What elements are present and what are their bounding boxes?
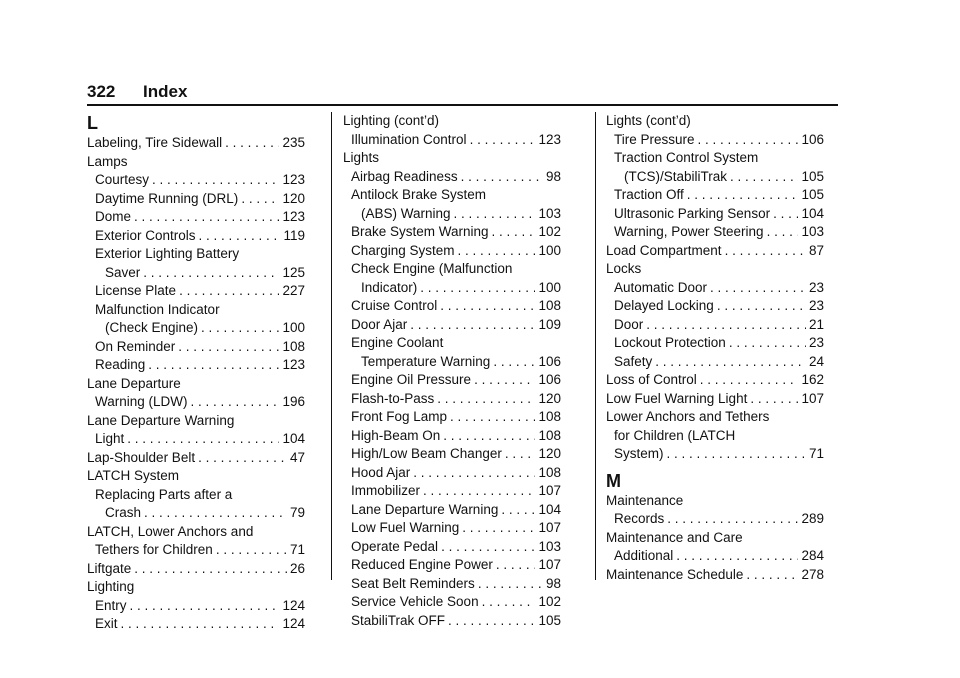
dot-leader [474, 371, 535, 390]
index-entry [343, 464, 561, 483]
entry-page-number: 125 [282, 264, 305, 280]
entry-page-number: 102 [538, 594, 561, 609]
entry-page-number: 123 [282, 209, 305, 224]
heading-text: Lower Anchors and Tethers [606, 409, 770, 424]
heading-text: Lighting (cont’d) [343, 113, 440, 128]
entry-text: Engine Oil Pressure [351, 372, 472, 387]
page-number: 322 [87, 82, 116, 101]
dot-leader [179, 282, 279, 301]
dot-leader [496, 556, 536, 575]
entry-page-number: 71 [289, 542, 305, 557]
dot-leader [130, 597, 280, 616]
dot-leader [134, 208, 279, 227]
entry-text: Hood Ajar [351, 464, 411, 480]
heading-text: Malfunction Indicator [95, 301, 220, 317]
entry-text: License Plate [95, 283, 177, 298]
entry-text: Loss of Control [606, 372, 697, 387]
dot-leader [750, 390, 798, 409]
entry-text: Liftgate [87, 560, 132, 576]
index-entry [606, 223, 824, 242]
entry-page-number: 23 [808, 335, 824, 350]
entry-text: Entry [95, 597, 127, 613]
heading-text: Traction Control System [614, 150, 759, 165]
entry-page-number: 109 [538, 316, 561, 332]
dot-leader [482, 593, 536, 612]
dot-leader [470, 131, 536, 150]
entry-text: Load Compartment [606, 242, 722, 258]
dot-leader [698, 131, 799, 150]
dot-leader [178, 338, 279, 357]
index-entry [343, 279, 561, 298]
heading-text: Lane Departure [87, 375, 181, 391]
heading-text: Lights [343, 150, 380, 165]
entry-text: StabiliTrak OFF [351, 612, 446, 628]
index-entry [343, 575, 561, 594]
index-entry [343, 390, 561, 409]
entry-page-number: 23 [808, 298, 824, 313]
heading-text: Lamps [87, 153, 128, 169]
entry-page-number: 108 [538, 427, 561, 443]
entry-page-number: 162 [801, 372, 824, 387]
entry-page-number: 108 [538, 409, 561, 424]
dot-leader [676, 547, 798, 566]
entry-text: Exterior Controls [95, 227, 196, 243]
index-heading [87, 578, 305, 597]
entry-page-number: 105 [538, 612, 561, 628]
dot-leader [773, 205, 798, 224]
dot-leader [225, 134, 279, 153]
entry-text: Door Ajar [351, 316, 408, 332]
index-entry [87, 134, 305, 153]
entry-page-number: 284 [801, 548, 824, 563]
column-divider [331, 112, 332, 580]
entry-page-number: 106 [801, 131, 824, 147]
dot-leader [717, 297, 806, 316]
heading-text: Lights (cont’d) [606, 113, 691, 128]
entry-text: Ultrasonic Parking Sensor [614, 205, 771, 221]
entry-page-number: 87 [808, 242, 824, 258]
index-heading [87, 523, 305, 542]
entry-text: High-Beam On [351, 427, 441, 443]
entry-page-number: 104 [538, 501, 561, 517]
index-entry [606, 168, 824, 187]
dot-leader [462, 519, 535, 538]
section-letter: M [606, 470, 621, 491]
index-heading [343, 186, 561, 205]
entry-page-number: 235 [282, 135, 305, 150]
entry-text: Lap-Shoulder Belt [87, 449, 196, 465]
entry-page-number: 100 [538, 279, 561, 295]
heading-text: Exterior Lighting Battery [95, 246, 240, 261]
index-entry [87, 449, 305, 468]
index-entry [87, 541, 305, 560]
entry-text: Low Fuel Warning Light [606, 390, 748, 406]
index-entry [343, 519, 561, 538]
entry-page-number: 107 [538, 483, 561, 498]
entry-page-number: 107 [801, 390, 824, 406]
heading-text: Locks [606, 261, 642, 276]
dot-leader [710, 279, 806, 298]
index-entry [606, 445, 824, 464]
dot-leader [478, 575, 543, 594]
index-column-2 [343, 112, 561, 630]
dot-leader [687, 186, 799, 205]
dot-leader [443, 427, 535, 446]
entry-text: Reduced Engine Power [351, 557, 493, 572]
dot-leader [646, 316, 806, 335]
index-entry [606, 353, 824, 372]
entry-text: Records [614, 511, 665, 526]
dot-leader [730, 168, 798, 187]
heading-text: Engine Coolant [351, 335, 444, 350]
index-entry [343, 242, 561, 261]
index-entry [343, 445, 561, 464]
index-entry [87, 227, 305, 246]
index-entry [343, 205, 561, 224]
index-entry [87, 171, 305, 190]
dot-leader [492, 223, 536, 242]
dot-leader [423, 482, 535, 501]
entry-text: Immobilizer [351, 483, 421, 498]
heading-text: LATCH, Lower Anchors and [87, 523, 254, 539]
index-column-3 [606, 112, 824, 584]
dot-leader [440, 297, 535, 316]
entry-page-number: 120 [538, 446, 561, 461]
index-entry [606, 510, 824, 529]
heading-text: Maintenance and Care [606, 529, 743, 545]
column-divider [595, 112, 596, 580]
entry-text: (TCS)/StabiliTrak [624, 168, 728, 184]
index-entry [606, 334, 824, 353]
entry-page-number: 107 [538, 520, 561, 535]
index-entry [87, 208, 305, 227]
entry-page-number: 123 [282, 357, 305, 372]
heading-text: Check Engine (Malfunction [351, 261, 513, 276]
index-entry [606, 297, 824, 316]
index-entry [87, 430, 305, 449]
entry-page-number: 21 [808, 316, 824, 332]
index-entry [606, 316, 824, 335]
entry-text: Delayed Locking [614, 298, 714, 313]
entry-page-number: 98 [545, 168, 561, 184]
index-heading [87, 375, 305, 394]
index-entry [343, 501, 561, 520]
heading-text: for Children (LATCH [614, 427, 736, 443]
index-entry [87, 393, 305, 412]
entry-page-number: 123 [282, 172, 305, 187]
page-title: Index [143, 82, 188, 101]
entry-text: Light [95, 431, 125, 446]
dot-leader [501, 501, 535, 520]
index-heading [87, 153, 305, 172]
entry-page-number: 102 [538, 224, 561, 239]
entry-page-number: 104 [801, 205, 824, 221]
entry-text: Courtesy [95, 172, 150, 187]
entry-text: (Check Engine) [105, 320, 199, 335]
index-heading [606, 149, 824, 168]
entry-text: Additional [614, 548, 674, 563]
index-heading [343, 149, 561, 168]
index-heading [606, 427, 824, 446]
dot-leader [667, 510, 798, 529]
dot-leader [450, 408, 535, 427]
entry-page-number: 119 [283, 227, 305, 243]
entry-text: Temperature Warning [361, 353, 491, 369]
dot-leader [729, 334, 806, 353]
dot-leader [241, 190, 279, 209]
entry-text: Lane Departure Warning [351, 501, 499, 517]
entry-text: Warning, Power Steering [614, 224, 764, 239]
entry-page-number: 103 [801, 224, 824, 239]
index-column-1 [87, 112, 305, 634]
index-entry [87, 504, 305, 523]
entry-text: Low Fuel Warning [351, 520, 460, 535]
page-header [87, 82, 187, 102]
dot-leader [441, 538, 535, 557]
index-heading [87, 486, 305, 505]
entry-text: Crash [105, 505, 142, 520]
entry-text: Operate Pedal [351, 538, 439, 554]
dot-leader [216, 541, 287, 560]
dot-leader [655, 353, 806, 372]
index-heading [87, 467, 305, 486]
dot-leader [767, 223, 799, 242]
entry-page-number: 289 [801, 511, 824, 526]
entry-text: Automatic Door [614, 279, 708, 295]
dot-leader [458, 242, 536, 261]
entry-text: Warning (LDW) [95, 394, 188, 409]
index-heading [343, 334, 561, 353]
dot-leader [454, 205, 536, 224]
index-entry [606, 186, 824, 205]
section-letter: L [87, 113, 98, 133]
dot-leader [413, 464, 535, 483]
entry-page-number: 106 [538, 353, 561, 369]
heading-text: LATCH System [87, 468, 180, 483]
entry-page-number: 108 [538, 298, 561, 313]
entry-text: Tire Pressure [614, 131, 695, 147]
entry-text: Tethers for Children [95, 542, 213, 557]
entry-page-number: 106 [538, 372, 561, 387]
dot-leader [410, 316, 535, 335]
index-entry [343, 556, 561, 575]
dot-leader [667, 445, 806, 464]
heading-text: Lighting [87, 579, 135, 594]
dot-leader [201, 319, 279, 338]
index-entry [343, 427, 561, 446]
entry-text: On Reminder [95, 338, 176, 354]
index-entry [606, 547, 824, 566]
entry-page-number: 103 [538, 538, 561, 554]
entry-text: Labeling, Tire Sidewall [87, 135, 223, 150]
entry-page-number: 107 [538, 557, 561, 572]
dot-leader [505, 445, 536, 464]
dot-leader [152, 171, 279, 190]
entry-page-number: 103 [538, 205, 561, 221]
entry-text: System) [614, 446, 664, 461]
entry-page-number: 100 [538, 242, 561, 258]
index-entry [606, 566, 824, 585]
entry-text: Flash-to-Pass [351, 390, 435, 406]
entry-text: Service Vehicle Soon [351, 594, 479, 609]
entry-page-number: 123 [538, 131, 561, 147]
entry-page-number: 227 [282, 283, 305, 298]
index-entry [87, 264, 305, 283]
dot-leader [148, 356, 279, 375]
entry-page-number: 105 [801, 168, 824, 184]
index-entry [343, 297, 561, 316]
entry-page-number: 98 [545, 575, 561, 591]
dot-leader [134, 560, 287, 579]
entry-text: Daytime Running (DRL) [95, 190, 239, 206]
index-entry [87, 597, 305, 616]
index-entry [87, 190, 305, 209]
index-entry [343, 612, 561, 631]
dot-leader [121, 615, 280, 634]
entry-text: Maintenance Schedule [606, 566, 744, 582]
dot-leader [127, 430, 279, 449]
entry-page-number: 24 [808, 353, 824, 369]
index-entry [606, 390, 824, 409]
index-entry [343, 168, 561, 187]
index-entry [343, 593, 561, 612]
index-heading [87, 245, 305, 264]
entry-text: Cruise Control [351, 298, 438, 313]
index-entry [343, 223, 561, 242]
index-heading [87, 301, 305, 320]
index-heading [343, 260, 561, 279]
index-entry [87, 338, 305, 357]
index-heading [87, 412, 305, 431]
entry-page-number: 120 [538, 390, 561, 406]
dot-leader [448, 612, 535, 631]
dot-leader [493, 353, 535, 372]
index-entry [343, 371, 561, 390]
entry-text: (ABS) Warning [361, 205, 451, 221]
header-rule [87, 104, 838, 106]
dot-leader [143, 264, 279, 283]
entry-text: Brake System Warning [351, 224, 489, 239]
entry-text: Safety [614, 353, 653, 369]
entry-text: Door [614, 316, 644, 332]
index-entry [87, 615, 305, 634]
index-entry [606, 131, 824, 150]
dot-leader [746, 566, 798, 585]
index-heading [606, 112, 824, 131]
entry-page-number: 23 [808, 279, 824, 295]
entry-text: Seat Belt Reminders [351, 575, 475, 591]
entry-page-number: 105 [801, 187, 824, 202]
entry-text: Indicator) [361, 279, 418, 295]
index-entry [87, 319, 305, 338]
entry-page-number: 120 [282, 190, 305, 206]
index-entry [343, 538, 561, 557]
entry-page-number: 71 [808, 446, 824, 461]
entry-text: Reading [95, 357, 146, 372]
entry-page-number: 124 [282, 616, 305, 631]
dot-leader [725, 242, 806, 261]
entry-page-number: 104 [282, 431, 305, 446]
entry-text: Charging System [351, 242, 455, 258]
entry-page-number: 278 [801, 566, 824, 582]
index-heading [606, 529, 824, 548]
index-entry [343, 408, 561, 427]
index-entry [87, 560, 305, 579]
index-entry [343, 353, 561, 372]
entry-page-number: 108 [282, 338, 305, 354]
index-heading [343, 112, 561, 131]
entry-page-number: 47 [289, 449, 305, 465]
index-entry [343, 482, 561, 501]
entry-text: Dome [95, 209, 132, 224]
index-entry [606, 371, 824, 390]
entry-text: Illumination Control [351, 131, 467, 147]
dot-leader [199, 227, 281, 246]
index-entry [606, 242, 824, 261]
index-heading [606, 492, 824, 511]
index-heading [606, 260, 824, 279]
dot-leader [461, 168, 543, 187]
dot-leader [144, 504, 287, 523]
dot-leader [191, 393, 280, 412]
heading-text: Lane Departure Warning [87, 412, 235, 428]
entry-text: Traction Off [614, 187, 684, 202]
entry-text: Exit [95, 616, 118, 631]
index-entry [606, 279, 824, 298]
entry-page-number: 26 [289, 560, 305, 576]
index-entry [606, 205, 824, 224]
index-heading [606, 408, 824, 427]
heading-text: Antilock Brake System [351, 187, 487, 202]
entry-page-number: 196 [282, 394, 305, 409]
entry-page-number: 100 [282, 320, 305, 335]
entry-text: Saver [105, 264, 141, 280]
dot-leader [198, 449, 287, 468]
entry-page-number: 124 [282, 597, 305, 613]
dot-leader [420, 279, 535, 298]
dot-leader [437, 390, 535, 409]
entry-page-number: 79 [289, 505, 305, 520]
index-entry [343, 131, 561, 150]
entry-text: Front Fog Lamp [351, 409, 448, 424]
heading-text: Replacing Parts after a [95, 486, 233, 502]
entry-page-number: 108 [538, 464, 561, 480]
index-entry [87, 282, 305, 301]
index-entry [343, 316, 561, 335]
dot-leader [700, 371, 799, 390]
entry-text: Lockout Protection [614, 335, 726, 350]
heading-text: Maintenance [606, 492, 684, 508]
entry-text: Airbag Readiness [351, 168, 458, 184]
entry-text: High/Low Beam Changer [351, 446, 502, 461]
index-entry [87, 356, 305, 375]
